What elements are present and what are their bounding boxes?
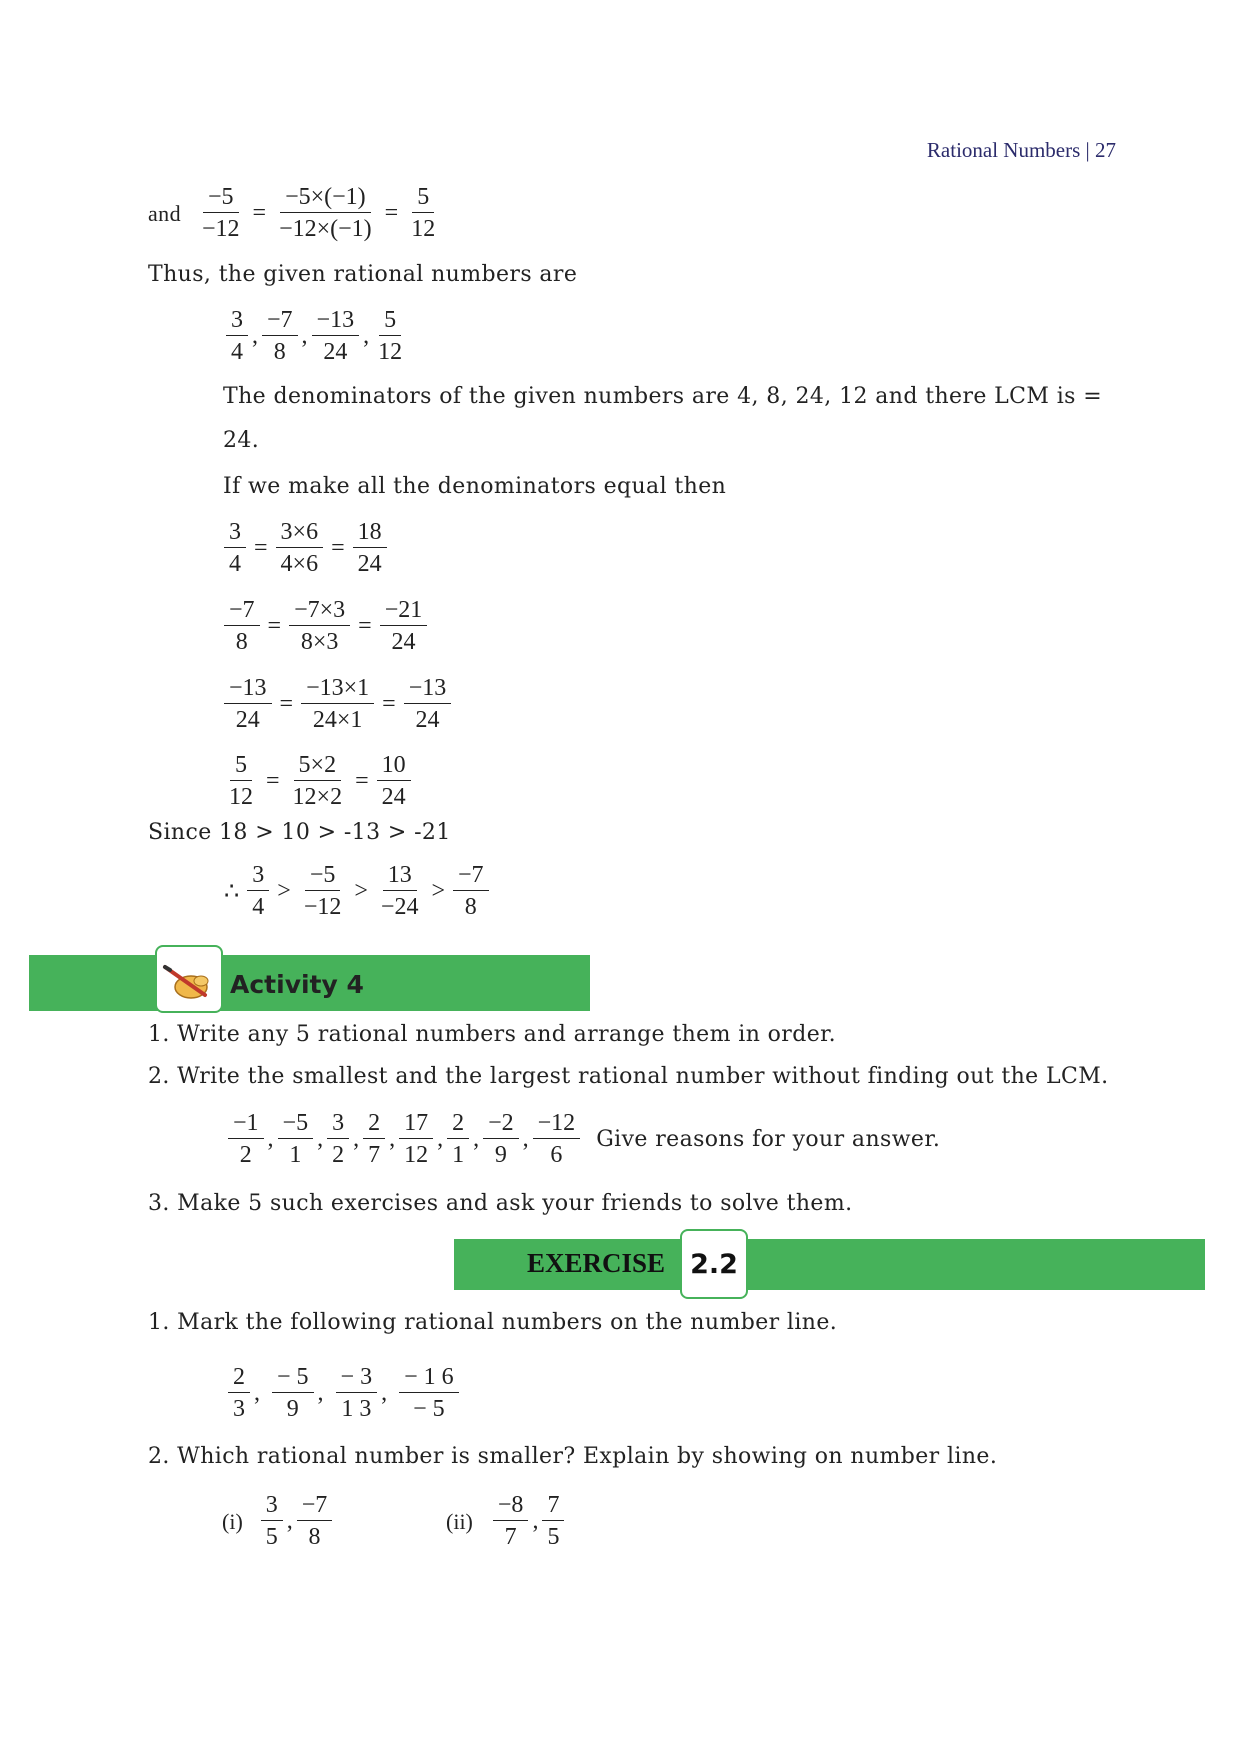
fraction: $\frac{5}{12}$ — [411, 184, 436, 242]
given-fractions: $\frac{3}{4}$ , $\frac{-7}{8}$ , $\frac{-13}{24}$ , $\frac{5}{12}$ — [224, 305, 409, 368]
exercise-number: 2.2 — [680, 1229, 748, 1299]
and-label: and — [148, 200, 181, 226]
conversion-row: $\frac{-7}{8}$ = $\frac{-7\times 3}{8\times 3}$ = $\frac{-21}{24}$ — [222, 595, 429, 658]
denominators-line: The denominators of the given numbers are 4, 8, 24, 12 and there LCM is = — [223, 384, 1103, 409]
ordering-result: ∴ $\frac{3}{4}$ > $\frac{-5}{-12}$ > $\frac{13}{-24}$ > $\frac{-7}{8}$ — [224, 860, 491, 923]
activity-item-2: 2. Write the smallest and the largest rational number without finding out the LCM. — [148, 1064, 1109, 1089]
q1-fractions: $\frac{2}{3}$ , $\frac{- 5}{9}$ , $\frac{- 3}{1 3}$ , $\frac{- 1 6}{- 5}$ — [226, 1362, 461, 1425]
exercise-q2: 2. Which rational number is smaller? Explain by showing on number line. — [148, 1444, 998, 1469]
exercise-q1: 1. Mark the following rational numbers on the number line. — [148, 1310, 838, 1335]
q2-part-i: (i) $\frac{3}{5}$ , $\frac{-7}{8}$ — [222, 1490, 334, 1553]
equal-line: If we make all the denominators equal then — [223, 474, 727, 499]
part-label: (ii) — [446, 1508, 473, 1534]
fraction: $\frac{5}{12}$ — [378, 307, 403, 365]
exercise-label: EXERCISE — [527, 1248, 666, 1278]
therefore-symbol: ∴ — [224, 879, 240, 905]
reasons-text: Give reasons for your answer. — [596, 1127, 941, 1152]
conversion-row: $\frac{5}{12}$ = $\frac{5\times 2}{12\times 2}$ = $\frac{10}{24}$ — [222, 750, 413, 813]
activity-icon-box — [155, 945, 223, 1013]
fraction: $\frac{-5}{-12}$ — [201, 184, 240, 242]
intro-equation: and $\frac{-5}{-12}$ = $\frac{-5\times(-1)}{-12\times(-1)}$ = $\frac{5}{12}$ — [148, 182, 442, 245]
denominators-line-cont: 24. — [223, 428, 260, 453]
q2-part-ii: (ii) $\frac{-8}{7}$ , $\frac{7}{5}$ — [446, 1490, 566, 1553]
activity-title: Activity 4 — [230, 970, 364, 999]
since-line: Since 18 > 10 > -13 > -21 — [148, 820, 451, 845]
part-label: (i) — [222, 1508, 243, 1534]
activity-item-1: 1. Write any 5 rational numbers and arrange them in order. — [148, 1022, 837, 1047]
conversion-row: $\frac{3}{4}$ = $\frac{3\times 6}{4\times 6}$ = $\frac{18}{24}$ — [222, 517, 389, 580]
fraction: $\frac{-5\times(-1)}{-12\times(-1)}$ — [279, 184, 372, 242]
thus-line: Thus, the given rational numbers are — [148, 262, 578, 287]
fraction: $\frac{-7}{8}$ — [262, 305, 298, 368]
pencil-hand-icon — [157, 947, 221, 1011]
page-header: Rational Numbers | 27 — [926, 138, 1116, 162]
activity-fractions: $\frac{-1}{2}$ , $\frac{-5}{1}$ , $\frac{3}{2}$ , $\frac{2}{7}$ , $\frac{17}{12}$ , $\frac{2}{1}$ , $\frac{-2}{9}$ , $\frac{-12}{6}$ Give reasons for your answer. — [226, 1108, 940, 1171]
activity-item-3: 3. Make 5 such exercises and ask your friends to solve them. — [148, 1191, 853, 1216]
fraction: $\frac{3}{4}$ — [226, 305, 248, 368]
fraction: $\frac{-13}{24}$ — [312, 305, 360, 368]
conversion-row: $\frac{-13}{24}$ = $\frac{-13\times 1}{24\times 1}$ = $\frac{-13}{24}$ — [222, 673, 453, 736]
